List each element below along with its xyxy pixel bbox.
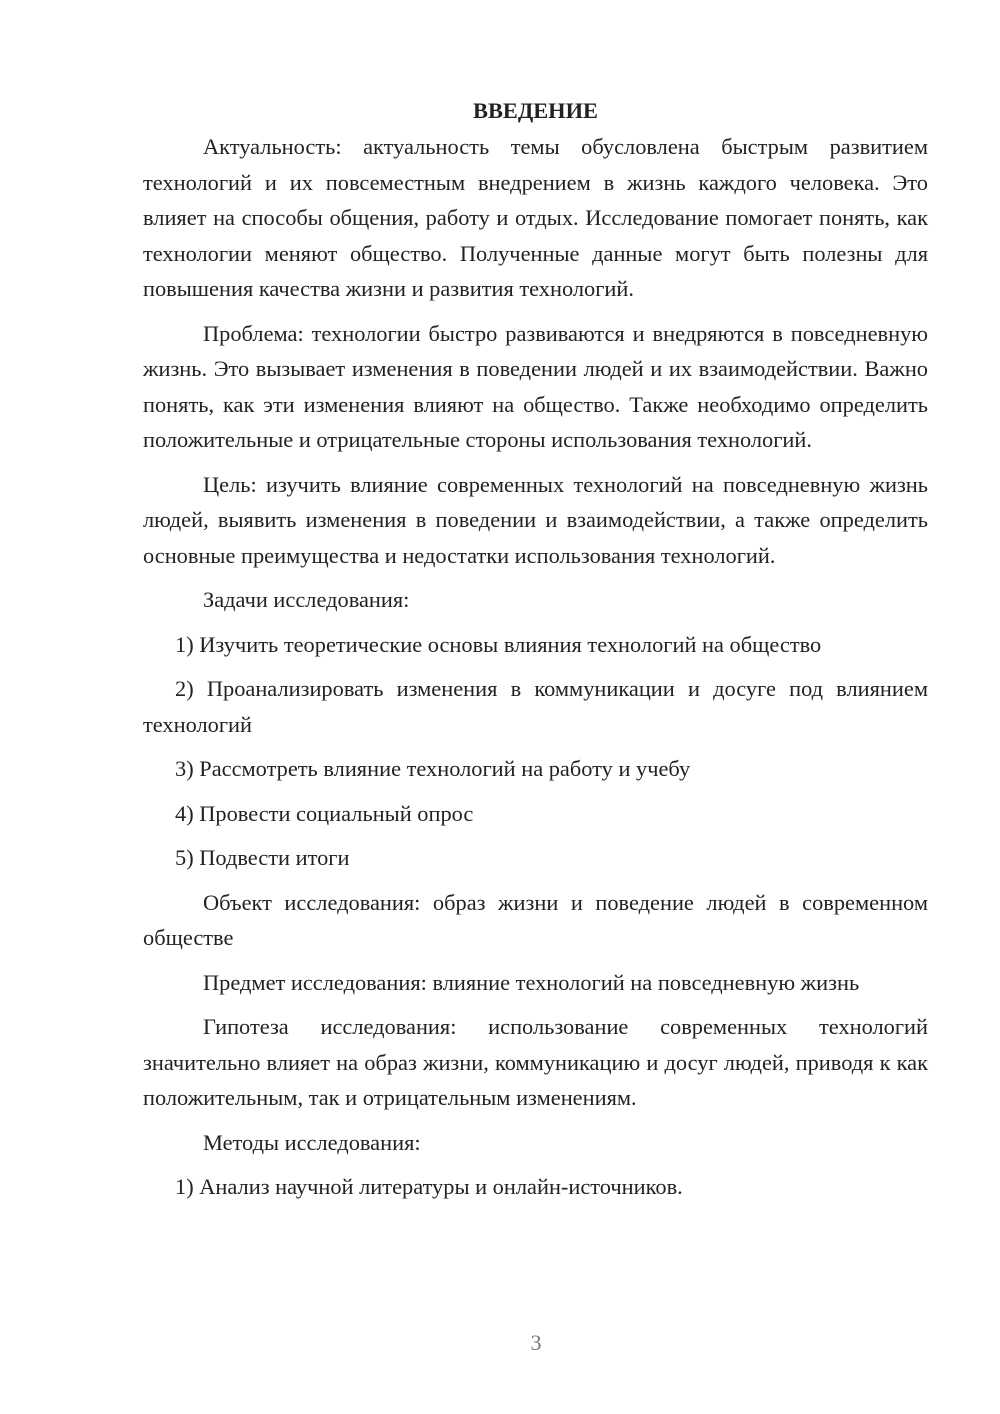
task-item: 4) Провести социальный опрос	[175, 800, 474, 826]
object-paragraph: Объект исследования: образ жизни и поведение людей в современном обществе	[143, 889, 928, 950]
subject-paragraph: Предмет исследования: влияние технологий на повседневную жизнь	[203, 969, 860, 995]
section-title: ВВЕДЕНИЕ	[473, 98, 598, 123]
problem-paragraph: Проблема: технологии быстро развиваются и внедряются в повседневную жизнь. Это вызывает изменения в поведении людей и их взаимодействии. Важно понять, как эти изменения влияют на общество. Также необходимо определить положительные и отрицательные стороны использования технологий.	[143, 320, 928, 452]
goal-paragraph: Цель: изучить влияние современных технологий на повседневную жизнь людей, выявить изменения в поведении и взаимодействии, а также определить основные преимущества и недостатки использования технологий.	[143, 471, 928, 568]
method-item: 1) Анализ научной литературы и онлайн-источников.	[175, 1174, 683, 1199]
task-item: 3) Рассмотреть влияние технологий на работу и учебу	[175, 756, 691, 781]
hypothesis-paragraph: Гипотеза исследования: использование современных технологий значительно влияет на образ жизни, коммуникацию и досуг людей, приводя к как положительным, так и отрицательным изменениям.	[143, 1014, 928, 1110]
document-body	[143, 95, 928, 1214]
task-item: 5) Подвести итоги	[175, 845, 350, 870]
task-item: 1) Изучить теоретические основы влияния технологий на общество	[175, 631, 822, 657]
relevance-paragraph: Актуальность: актуальность темы обусловлена быстрым развитием технологий и их повсеместным внедрением в жизнь каждого человека. Это влияет на способы общения, работу и отдых. Исследование помогает понять, как технологии меняют общество. Полученные данные могут быть полезны для повышения качества жизни и развития технологий.	[143, 134, 928, 301]
methods-heading: Методы исследования:	[203, 1129, 421, 1155]
task-item: 2) Проанализировать изменения в коммуникации и досуге под влиянием технологий	[143, 676, 928, 737]
tasks-heading: Задачи исследования:	[203, 587, 410, 612]
page-number: 3	[530, 1330, 542, 1355]
